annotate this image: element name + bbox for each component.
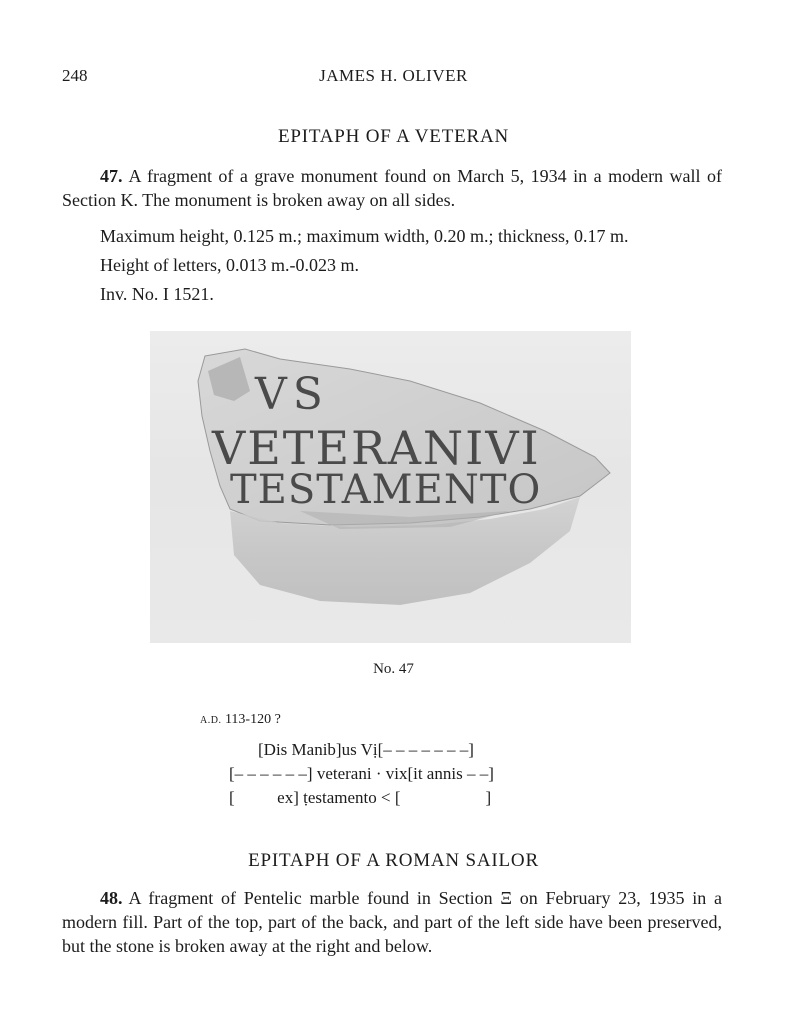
inventory-number: Inv. No. I 1521. — [100, 284, 214, 304]
entry-47-text: A fragment of a grave monument found on March 5, 1934 in a modern wall of Section K. The monument is broken away on all sides. — [62, 166, 722, 210]
stone-fragment-image — [150, 331, 631, 643]
date-era: A.D. — [200, 715, 222, 726]
entry-48-description — [62, 886, 722, 958]
inscription-line-3: TESTAMENTO — [230, 467, 542, 513]
inscription-line-1: VS — [255, 369, 329, 420]
photo-caption: No. 47 — [373, 661, 414, 677]
transcription-line-1: [Dis Manib]us Vị[– – – – – – –] — [258, 740, 474, 759]
letter-height: Height of letters, 0.013 m.-0.023 m. — [100, 255, 359, 275]
entry-48-text: A fragment of Pentelic marble found in Section Ξ on February 23, 1935 in a modern fill. Part of the top, part of the back, and part of the left side have been preserved, but the stone is broken away at the right and below. — [62, 888, 722, 956]
section-title-47: EPITAPH OF A VETERAN — [277, 126, 510, 147]
running-head: JAMES H. OLIVER — [319, 66, 468, 85]
section-title-48: EPITAPH OF A ROMAN SAILOR — [248, 850, 539, 871]
entry-number-48: 48. — [100, 888, 123, 908]
transcription-line-2: [– – – – – –] veterani · vix[it annis – –] — [229, 764, 494, 783]
date-range: 113-120 ? — [224, 712, 281, 727]
fragment-photo — [150, 331, 631, 643]
entry-47-description — [62, 164, 722, 212]
transcription-line-3: [ ex] ṭestamento < [ ] — [229, 788, 492, 807]
page-number: 248 — [62, 66, 88, 85]
inscription-line-2: VETERANIVI — [212, 421, 541, 475]
date-line — [200, 712, 281, 728]
measurements: Maximum height, 0.125 m.; maximum width, 0.20 m.; thickness, 0.17 m. — [100, 226, 629, 246]
entry-number-47: 47. — [100, 166, 123, 186]
